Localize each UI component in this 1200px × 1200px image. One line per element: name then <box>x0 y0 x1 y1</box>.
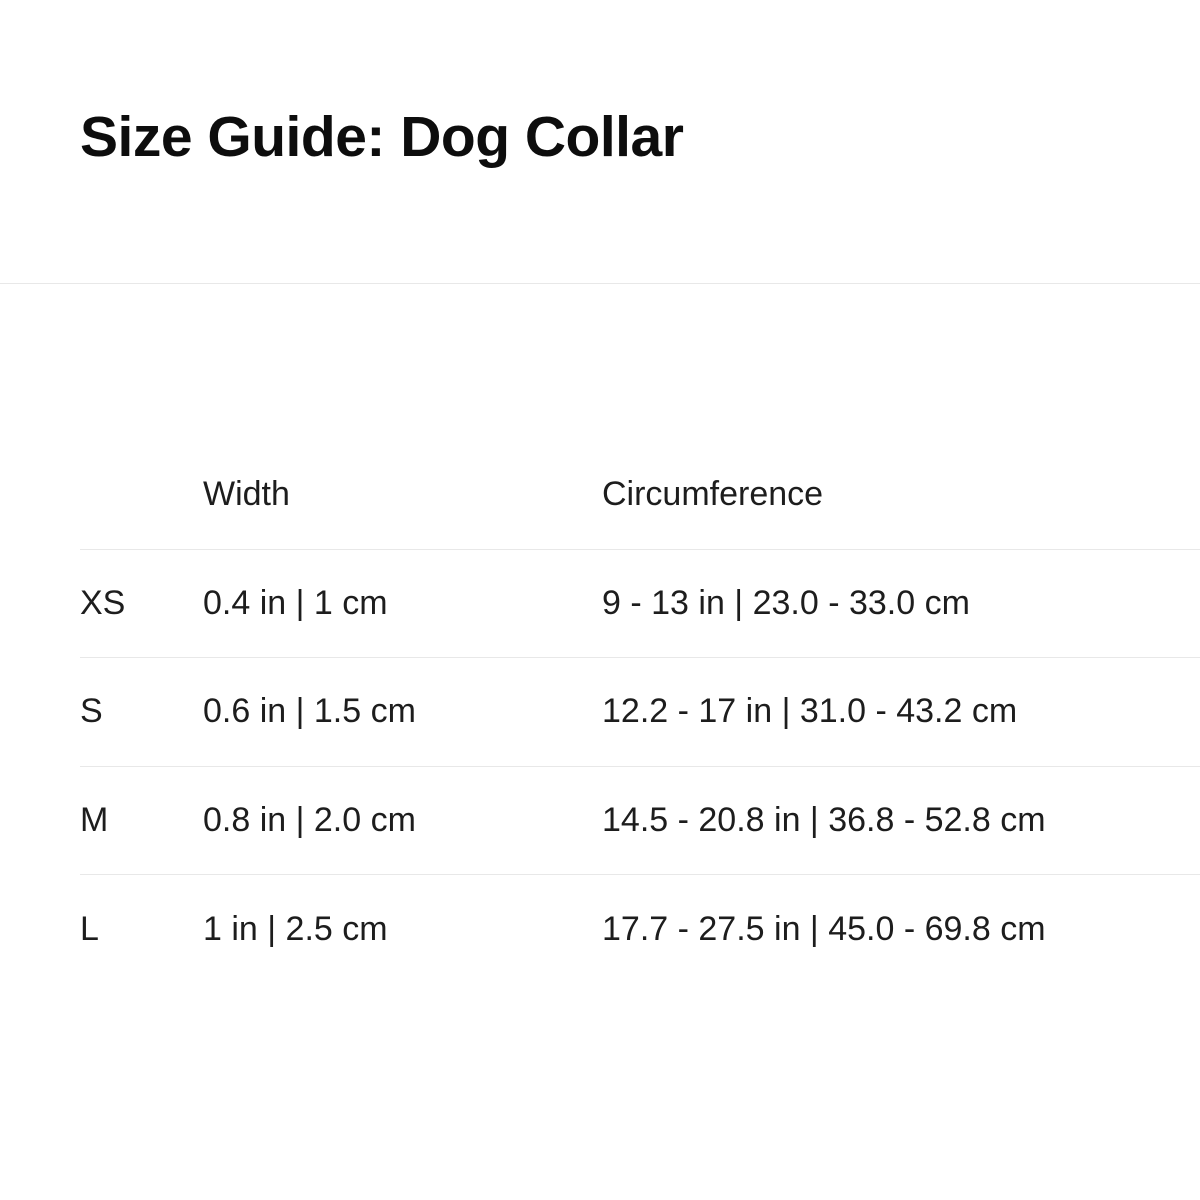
circumference-cell: 17.7 - 27.5 in | 45.0 - 69.8 cm <box>602 909 1046 948</box>
width-cell: 0.6 in | 1.5 cm <box>203 692 416 731</box>
top-divider <box>0 283 1200 284</box>
table-row <box>80 875 1200 984</box>
table-row <box>80 550 1200 659</box>
column-header-width: Width <box>203 475 290 514</box>
column-header-circumference: Circumference <box>602 475 824 514</box>
size-cell: M <box>80 800 109 839</box>
circumference-cell: 12.2 - 17 in | 31.0 - 43.2 cm <box>602 692 1018 731</box>
page-title: Size Guide: Dog Collar <box>80 105 684 169</box>
table-row <box>80 658 1200 767</box>
table-row <box>80 767 1200 876</box>
size-cell: L <box>80 909 99 948</box>
circumference-cell: 14.5 - 20.8 in | 36.8 - 52.8 cm <box>602 800 1046 839</box>
width-cell: 0.4 in | 1 cm <box>203 583 388 622</box>
size-cell: S <box>80 692 103 731</box>
size-cell: XS <box>80 583 126 622</box>
width-cell: 1 in | 2.5 cm <box>203 909 388 948</box>
size-table <box>80 441 1200 984</box>
width-cell: 0.8 in | 2.0 cm <box>203 800 416 839</box>
circumference-cell: 9 - 13 in | 23.0 - 33.0 cm <box>602 583 970 622</box>
table-header-row <box>80 441 1200 550</box>
